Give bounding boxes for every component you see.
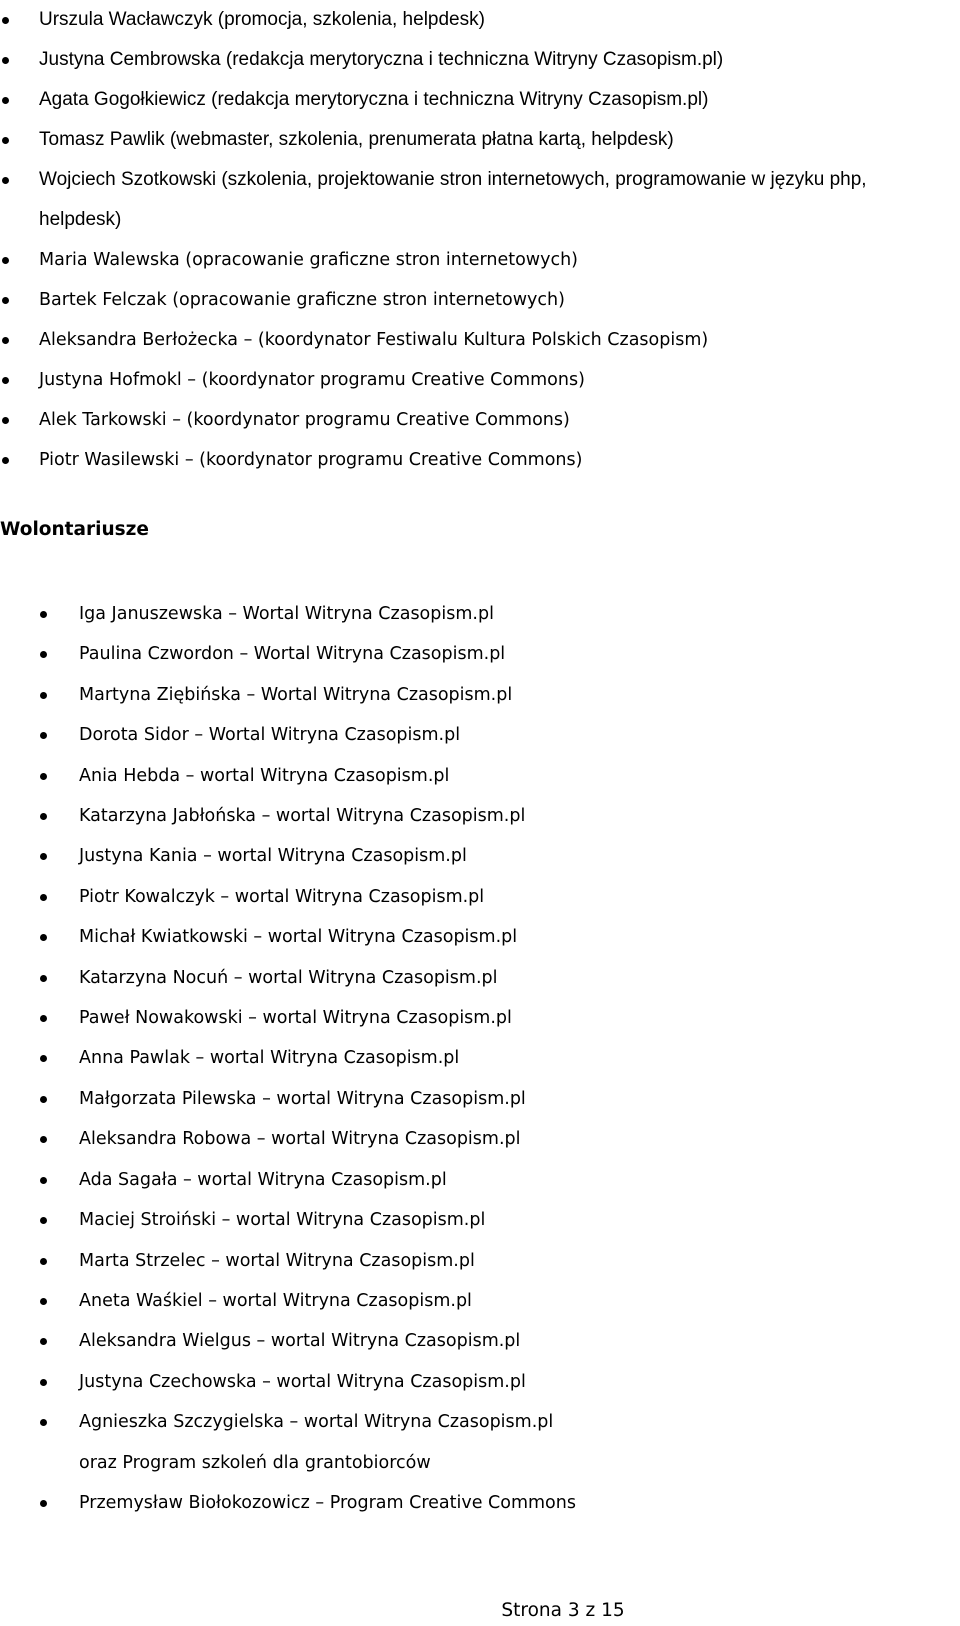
list-item: Piotr Kowalczyk – wortal Witryna Czasopism.pl: [0, 877, 950, 917]
list-item: Marta Strzelec – wortal Witryna Czasopism.pl: [0, 1241, 950, 1281]
list-item: Justyna Kania – wortal Witryna Czasopism.pl: [0, 836, 950, 876]
list-item: Katarzyna Nocuń – wortal Witryna Czasopism.pl: [0, 958, 950, 998]
list-item: Ania Hebda – wortal Witryna Czasopism.pl: [0, 756, 950, 796]
list-item: Maciej Stroiński – wortal Witryna Czasopism.pl: [0, 1200, 950, 1240]
list-item: Michał Kwiatkowski – wortal Witryna Czasopism.pl: [0, 917, 950, 957]
list-item: Małgorzata Pilewska – wortal Witryna Czasopism.pl: [0, 1079, 950, 1119]
list-item: Piotr Wasilewski – (koordynator programu Creative Commons): [0, 440, 950, 480]
list-item: Wojciech Szotkowski (szkolenia, projektowanie stron internetowych, programowanie w języku php, helpdesk): [0, 160, 950, 240]
list-item: Urszula Wacławczyk (promocja, szkolenia, helpdesk): [0, 0, 950, 40]
staff-list: [0, 0, 950, 480]
list-item: Agata Gogołkiewicz (redakcja merytoryczna i techniczna Witryny Czasopism.pl): [0, 80, 950, 120]
list-item: Paulina Czwordon – Wortal Witryna Czasopism.pl: [0, 634, 950, 674]
page-number: Strona 3 z 15: [501, 1600, 625, 1621]
list-item: Iga Januszewska – Wortal Witryna Czasopism.pl: [0, 594, 950, 634]
list-item: Tomasz Pawlik (webmaster, szkolenia, prenumerata płatna kartą, helpdesk): [0, 120, 950, 160]
list-item: Aneta Waśkiel – wortal Witryna Czasopism.pl: [0, 1281, 950, 1321]
program-note: oraz Program szkoleń dla grantobiorców: [79, 1452, 431, 1473]
list-item: Aleksandra Robowa – wortal Witryna Czasopism.pl: [0, 1119, 950, 1159]
list-item: Maria Walewska (opracowanie graficzne stron internetowych): [0, 240, 950, 280]
list-item: Justyna Hofmokl – (koordynator programu Creative Commons): [0, 360, 950, 400]
list-item: Alek Tarkowski – (koordynator programu Creative Commons): [0, 400, 950, 440]
list-item: Dorota Sidor – Wortal Witryna Czasopism.pl: [0, 715, 950, 755]
list-item: Katarzyna Jabłońska – wortal Witryna Czasopism.pl: [0, 796, 950, 836]
list-item: Justyna Cembrowska (redakcja merytoryczna i techniczna Witryny Czasopism.pl): [0, 40, 950, 80]
volunteers-list: [0, 594, 950, 1523]
list-item: Justyna Czechowska – wortal Witryna Czasopism.pl: [0, 1362, 950, 1402]
list-item: Aleksandra Berłożecka – (koordynator Festiwalu Kultura Polskich Czasopism): [0, 320, 950, 360]
list-item: Aleksandra Wielgus – wortal Witryna Czasopism.pl: [0, 1321, 950, 1361]
list-item: Przemysław Biołokozowicz – Program Creative Commons: [0, 1483, 950, 1523]
list-item: Bartek Felczak (opracowanie graficzne stron internetowych): [0, 280, 950, 320]
list-item: Anna Pawlak – wortal Witryna Czasopism.pl: [0, 1038, 950, 1078]
section-heading: Wolontariusze: [0, 519, 149, 540]
list-item: Paweł Nowakowski – wortal Witryna Czasopism.pl: [0, 998, 950, 1038]
list-item: Agnieszka Szczygielska – wortal Witryna Czasopism.pl: [0, 1402, 950, 1442]
list-item: Ada Sagała – wortal Witryna Czasopism.pl: [0, 1160, 950, 1200]
list-item: Martyna Ziębińska – Wortal Witryna Czasopism.pl: [0, 675, 950, 715]
